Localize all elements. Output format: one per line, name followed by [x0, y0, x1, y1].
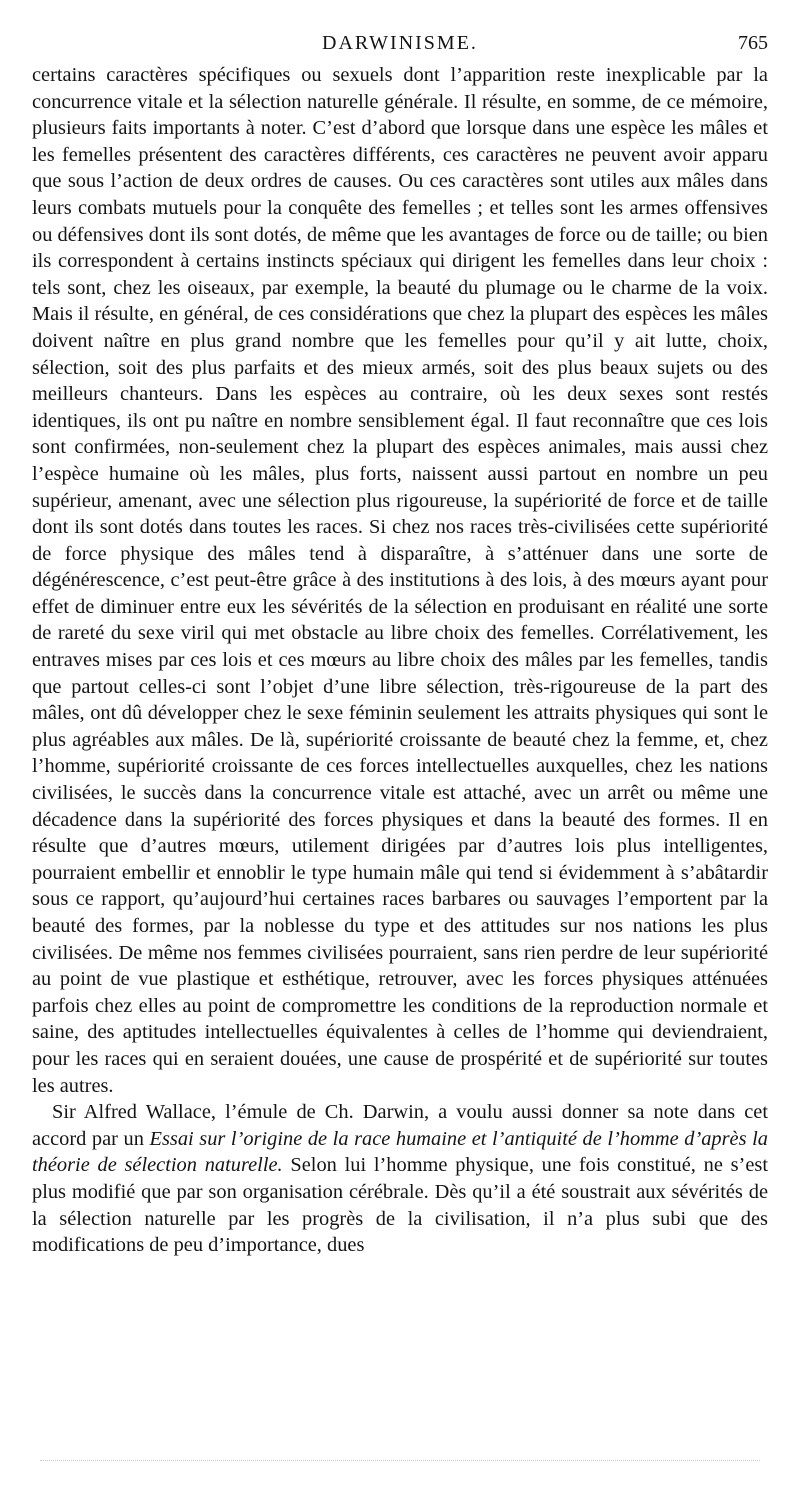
page-number: 765	[738, 32, 768, 54]
paragraph-2	[32, 1099, 768, 1259]
paragraph-1: certains caractères spécifiques ou sexuels dont l’apparition reste inexplicable par la concurrence vitale et la sélection naturelle générale. Il résulte, en somme, de ce mémoire, plusieurs faits importants à noter. C’est d’abord que lorsque dans une espèce les mâles et les femelles présentent des caractères différents, ces caractères ne peuvent avoir apparu que sous l’action de deux ordres de causes. Ou ces caractères sont utiles aux mâles dans leurs combats mutuels pour la conquête des femelles ; et telles sont les armes offensives ou défensives dont ils sont dotés, de même que les avantages de force ou de taille; ou bien ils correspondent à certains instincts spéciaux qui dirigent les femelles dans leur choix : tels sont, chez les oiseaux, par exemple, la beauté du plumage ou le charme de la voix. Mais il résulte, en général, de ces considérations que chez la plupart des espèces les mâles doivent naître en plus grand nombre que les femelles pour qu’il y ait lutte, choix, sélection, soit des plus parfaits et des mieux armés, soit des plus beaux sujets ou des meilleurs chanteurs. Dans les espèces au contraire, où les deux sexes sont restés identiques, ils ont pu naître en nombre sensiblement égal. Il faut reconnaître que ces lois sont confirmées, non-seulement chez la plupart des espèces animales, mais aussi chez l’espèce humaine où les mâles, plus forts, naissent aussi partout en nombre un peu supérieur, amenant, avec une sélection plus rigoureuse, la supériorité de force et de taille dont ils sont dotés dans toutes les races. Si chez nos races très-civilisées cette supériorité de force physique des mâles tend à disparaître, à s’atténuer dans une sorte de dégénérescence, c’est peut-être grâce à des institutions à des lois, à des mœurs ayant pour effet de diminuer entre eux les sévérités de la sélection en produisant en réalité une sorte de rareté du sexe viril qui met obstacle au libre choix des femelles. Corrélativement, les entraves mises par ces lois et ces mœurs au libre choix des mâles par les femelles, tandis que partout celles-ci sont l’objet d’une libre sélection, très-rigoureuse de la part des mâles, ont dû développer chez le sexe féminin seulement les attraits physiques qui sont le plus agréables aux mâles. De là, supériorité croissante de beauté chez la femme, et, chez l’homme, supériorité croissante de ces forces intellectuelles auxquelles, chez les nations civilisées, le succès dans la concurrence vitale est attaché, avec un arrêt ou même une décadence dans la supériorité des forces physiques et dans la beauté des formes. Il en résulte que d’autres mœurs, utilement dirigées par d’autres lois plus intelligentes, pourraient embellir et ennoblir le type humain mâle qui tend si évidemment à s’abâtardir sous ce rapport, qu’aujourd’hui certaines races barbares ou sauvages l’emportent par la beauté des formes, par la noblesse du type et des attitudes sur nos nations les plus civilisées. De même nos femmes civilisées pourraient, sans rien perdre de leur supériorité au point de vue plastique et esthétique, retrouver, avec les forces physiques atténuées parfois chez elles au point de compromettre les conditions de la reproduction normale et saine, des aptitudes intellectuelles équivalentes à celles de l’homme qui deviendraient, pour les races qui en seraient douées, une cause de prospérité et de supériorité sur toutes les autres.	[32, 64, 768, 1097]
body-text	[32, 62, 768, 1259]
paragraph-2-intro: Sir Alfred Wallace, l’émule de Ch. Darwin, a voulu aussi donner sa note dans cet accord par un	[32, 1101, 768, 1150]
running-title: DARWINISME.	[322, 32, 478, 54]
footnote-bleed-through	[40, 1460, 760, 1461]
paragraph-2-rest: Selon lui l’homme physique, une fois constitué, ne s’est plus modifié que par son organisation cérébrale. Dès qu’il a été soustrait aux sévérités de la sélection naturelle par les progrès de la civilisation, il n’a plus subi que des modifications de peu d’importance, dues	[32, 1154, 768, 1257]
running-header	[32, 26, 768, 60]
essay-title: Essai sur l’origine de la race humaine et l’antiquité de l’homme d’après la théorie de sélection naturelle.	[32, 1127, 768, 1177]
